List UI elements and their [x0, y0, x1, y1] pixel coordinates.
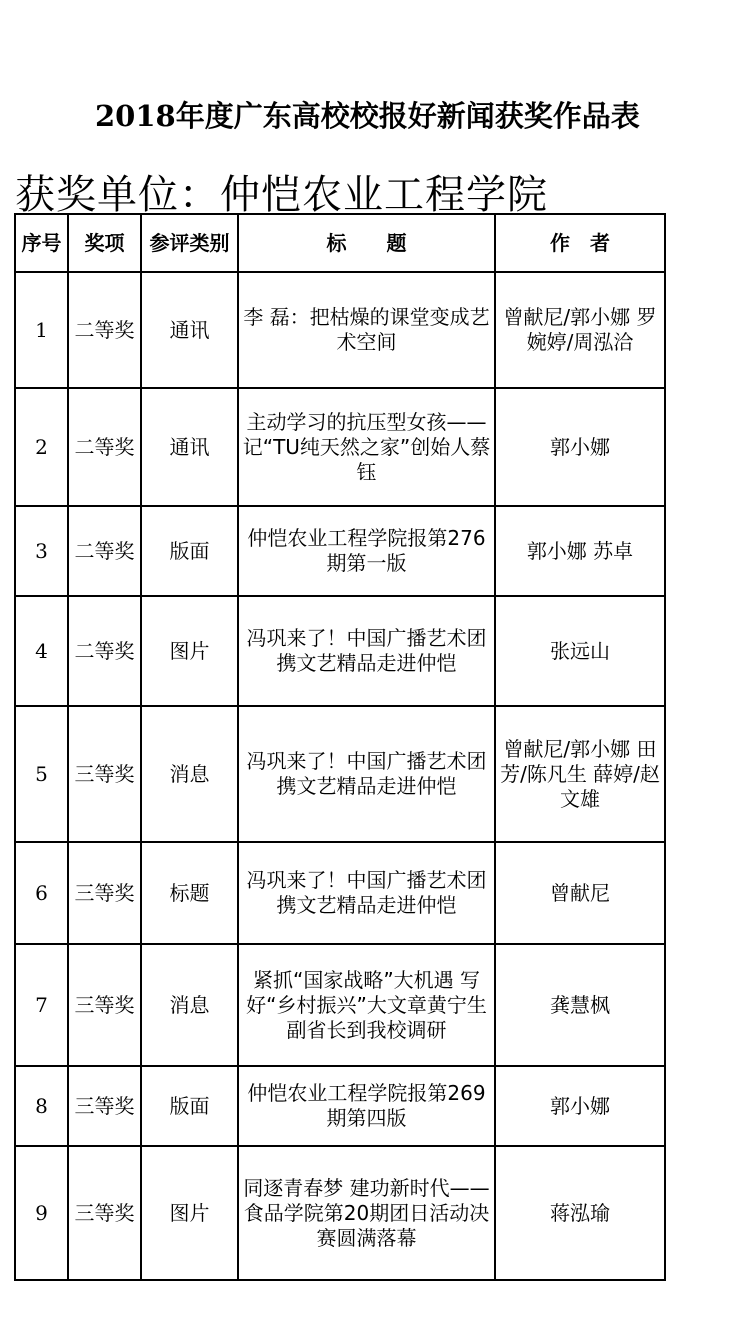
- cell-category: 图片: [141, 1146, 238, 1280]
- table-row: [15, 1146, 665, 1280]
- cell-prize: 三等奖: [68, 842, 141, 944]
- header-title: 标 题: [238, 214, 495, 272]
- table-row: [15, 1066, 665, 1146]
- cell-prize: 二等奖: [68, 596, 141, 706]
- header-category: 参评类别: [141, 214, 238, 272]
- award-unit: 获奖单位：仲恺农业工程学院: [15, 172, 548, 218]
- cell-prize: 二等奖: [68, 272, 141, 388]
- cell-title: 冯巩来了！中国广播艺术团携文艺精品走进仲恺: [238, 842, 495, 944]
- cell-author: 张远山: [495, 596, 665, 706]
- cell-title: 主动学习的抗压型女孩——记“TU纯天然之家”创始人蔡钰: [238, 388, 495, 506]
- table-row: [15, 706, 665, 842]
- cell-prize: 二等奖: [68, 388, 141, 506]
- table-row: [15, 842, 665, 944]
- cell-title: 李 磊：把枯燥的课堂变成艺术空间: [238, 272, 495, 388]
- cell-prize: 三等奖: [68, 1146, 141, 1280]
- cell-author: 曾献尼/郭小娜 田芳/陈凡生 薛婷/赵文雄: [495, 706, 665, 842]
- cell-prize: 三等奖: [68, 944, 141, 1066]
- cell-author: 郭小娜 苏卓: [495, 506, 665, 596]
- cell-no: 9: [15, 1146, 68, 1280]
- table-row: [15, 596, 665, 706]
- cell-no: 7: [15, 944, 68, 1066]
- cell-title: 紧抓“国家战略”大机遇 写好“乡村振兴”大文章黄宁生副省长到我校调研: [238, 944, 495, 1066]
- cell-no: 2: [15, 388, 68, 506]
- cell-no: 5: [15, 706, 68, 842]
- cell-title: 仲恺农业工程学院报第276期第一版: [238, 506, 495, 596]
- cell-title: 同逐青春梦 建功新时代——食品学院第20期团日活动决赛圆满落幕: [238, 1146, 495, 1280]
- cell-title: 冯巩来了！中国广播艺术团携文艺精品走进仲恺: [238, 706, 495, 842]
- cell-category: 消息: [141, 944, 238, 1066]
- table-row: [15, 272, 665, 388]
- cell-author: 郭小娜: [495, 388, 665, 506]
- cell-prize: 三等奖: [68, 1066, 141, 1146]
- cell-title: 仲恺农业工程学院报第269期第四版: [238, 1066, 495, 1146]
- cell-author: 龚慧枫: [495, 944, 665, 1066]
- cell-title: 冯巩来了！中国广播艺术团携文艺精品走进仲恺: [238, 596, 495, 706]
- cell-category: 通讯: [141, 272, 238, 388]
- document-title: 2018年度广东高校校报好新闻获奖作品表: [95, 99, 640, 133]
- header-no: 序号: [15, 214, 68, 272]
- table-header-row: [15, 214, 665, 272]
- header-author: 作 者: [495, 214, 665, 272]
- cell-author: 曾献尼/郭小娜 罗婉婷/周泓洽: [495, 272, 665, 388]
- cell-category: 通讯: [141, 388, 238, 506]
- table-row: [15, 388, 665, 506]
- cell-no: 1: [15, 272, 68, 388]
- cell-no: 4: [15, 596, 68, 706]
- cell-category: 标题: [141, 842, 238, 944]
- awards-table: [14, 213, 666, 1281]
- cell-author: 蒋泓瑜: [495, 1146, 665, 1280]
- cell-prize: 二等奖: [68, 506, 141, 596]
- table-row: [15, 506, 665, 596]
- header-prize: 奖项: [68, 214, 141, 272]
- cell-author: 曾献尼: [495, 842, 665, 944]
- cell-prize: 三等奖: [68, 706, 141, 842]
- cell-category: 版面: [141, 1066, 238, 1146]
- cell-category: 版面: [141, 506, 238, 596]
- table-row: [15, 944, 665, 1066]
- cell-category: 图片: [141, 596, 238, 706]
- cell-no: 6: [15, 842, 68, 944]
- cell-no: 3: [15, 506, 68, 596]
- cell-author: 郭小娜: [495, 1066, 665, 1146]
- cell-category: 消息: [141, 706, 238, 842]
- cell-no: 8: [15, 1066, 68, 1146]
